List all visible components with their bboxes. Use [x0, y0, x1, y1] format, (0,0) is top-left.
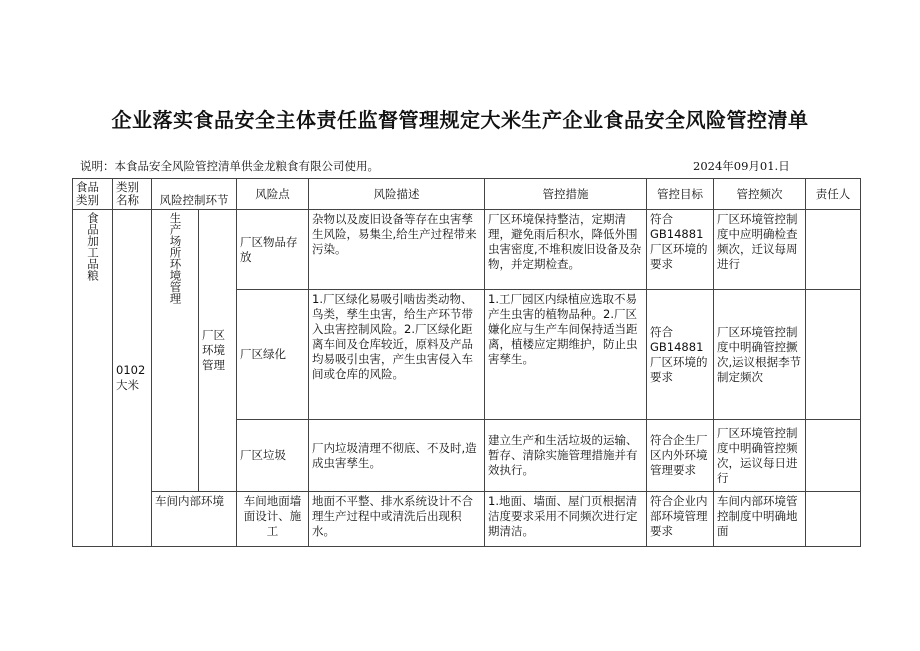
risk-description-cell: 杂物以及废旧设备等存在虫害孳生风险，易集尘,给生产过程带来污染。 — [309, 210, 485, 290]
header-category-name: 类别名称 — [113, 179, 152, 210]
header-frequency: 管控频次 — [714, 179, 806, 210]
header-risk-point: 风险点 — [237, 179, 309, 210]
frequency-cell: 厂区环境管控制度中应明确检查频次，迁议每周进行 — [714, 210, 806, 290]
frequency-cell: 厂区环境管控制度中明确管控撅次,运议根据李节制定频次 — [714, 290, 806, 420]
owner-cell — [806, 420, 861, 492]
target-cell: 符合企业内部环境管理要求 — [647, 492, 714, 547]
risk-control-table — [72, 178, 861, 547]
usage-note: 说明：本食品安全风险管控清单供金龙粮食有限公司使用。 — [80, 159, 379, 173]
measures-cell: 建立生产和生活垃圾的运输、暂存、清除实施管理措施并有效执行。 — [485, 420, 647, 492]
control-stage-cell: 生产场所环境管理 — [152, 210, 199, 492]
header-control-stage: 风险控制环节 — [152, 179, 237, 210]
risk-point-cell: 厂区物品存放 — [237, 210, 309, 290]
header-risk-description: 风险描述 — [309, 179, 485, 210]
target-cell: 符合GB14881厂区环境的要求 — [647, 210, 714, 290]
measures-cell: 1.工厂园区内绿植应选取不易产生虫害的植物品种。2.厂区嫌化应与生产车间保持适当距离，植楼应定期维护，防止虫害孳生。 — [485, 290, 647, 420]
measures-cell: 1.地面、墙面、屋门页根据清洁度要求采用不同频次进行定期清洁。 — [485, 492, 647, 547]
table-row — [73, 210, 861, 290]
header-food-category: 食品类别 — [73, 179, 113, 210]
risk-point-cell: 车间地面墙面设计、施工 — [237, 492, 309, 547]
risk-description-cell: 厂内垃圾清理不彻底、不及时,造成虫害孳生。 — [309, 420, 485, 492]
owner-cell — [806, 290, 861, 420]
risk-point-cell: 厂区绿化 — [237, 290, 309, 420]
sub-stage-cell: 车间内部环境 — [152, 492, 237, 547]
header-owner: 责任人 — [806, 179, 861, 210]
target-cell: 符合GB14881厂区环境的要求 — [647, 290, 714, 420]
header-row — [73, 179, 861, 210]
sub-stage-cell: 厂区环境管理 — [199, 210, 237, 492]
document-title: 企业落实食品安全主体责任监督管理规定大米生产企业食品安全风险管控清单 — [111, 108, 809, 132]
header-target: 管控目标 — [647, 179, 714, 210]
header-measures: 管控措施 — [485, 179, 647, 210]
food-category-cell: 食品加工品粮 — [73, 210, 113, 547]
measures-cell: 厂区环境保持整洁，定期清理，避免雨后积水，降低外围虫害密度,不堆积废旧设备及杂物，并定期检查。 — [485, 210, 647, 290]
risk-description-cell: 1.厂区绿化易吸引啮齿类动物、鸟类，孳生虫害，给生产环节带入虫害控制风险。2.厂区绿化距离车间及仓库较近，原料及产品均易吸引虫害，产生虫害侵入车间或仓库的风险。 — [309, 290, 485, 420]
frequency-cell: 车间内部环境管控制度中明确地面 — [714, 492, 806, 547]
frequency-cell: 厂区环境管控制度中明确管控频次，运议每日进行 — [714, 420, 806, 492]
document-date: 2024年09月01.日 — [693, 159, 790, 173]
category-name-cell: 0102大米 — [113, 210, 152, 547]
risk-point-cell: 厂区垃圾 — [237, 420, 309, 492]
risk-description-cell: 地面不平整、排水系统设计不合理生产过程中或清洗后出现积水。 — [309, 492, 485, 547]
target-cell: 符合企生厂区内外环境管理要求 — [647, 420, 714, 492]
owner-cell — [806, 492, 861, 547]
owner-cell — [806, 210, 861, 290]
table-row — [73, 492, 861, 547]
